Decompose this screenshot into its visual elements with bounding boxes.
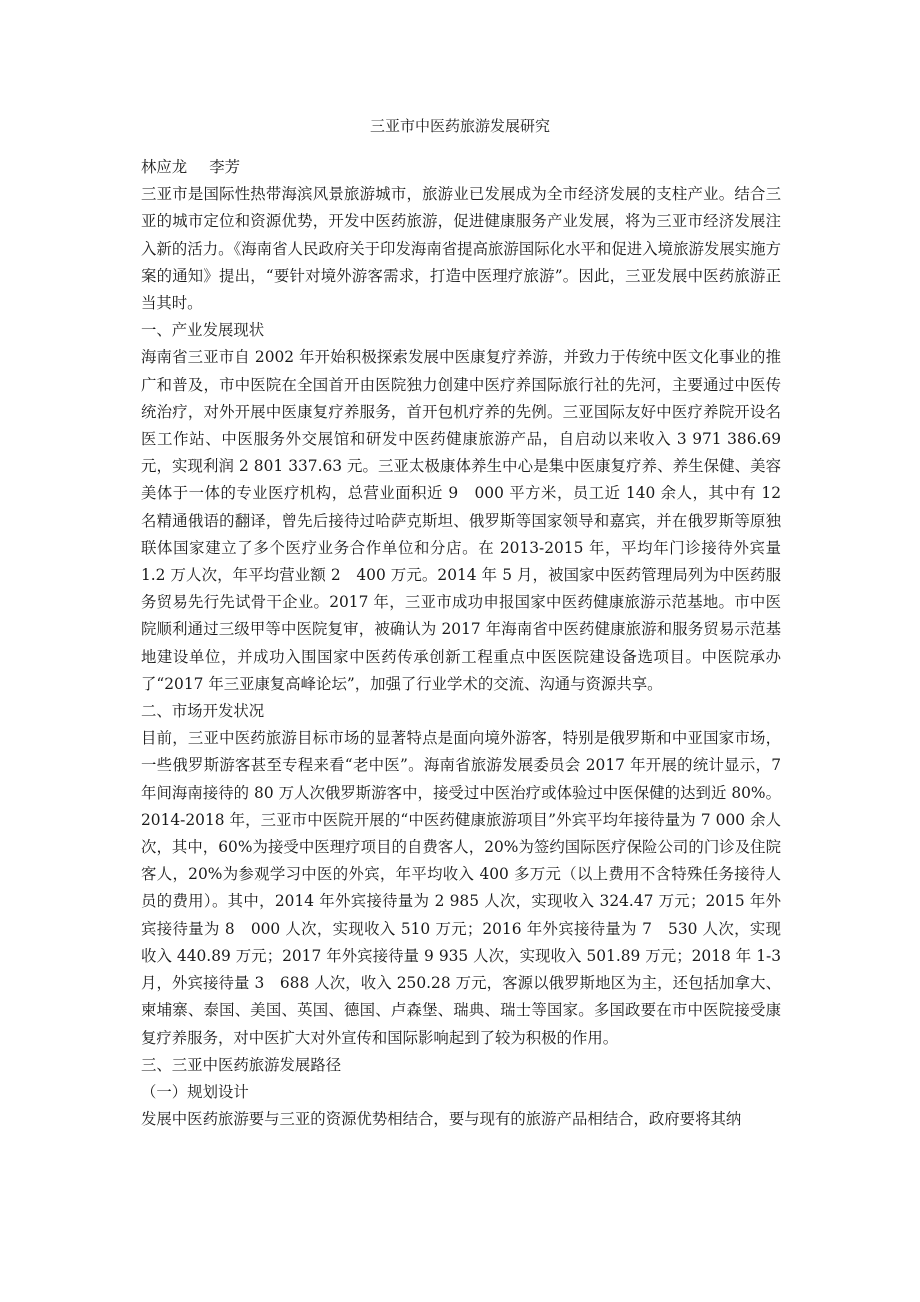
document-title: 三亚市中医药旅游发展研究	[369, 117, 550, 135]
paragraph-planning: 发展中医药旅游要与三亚的资源优势相结合，要与现有的旅游产品相结合，政府要将其纳	[141, 1110, 742, 1129]
paragraph-market-status: 目前，三亚中医药旅游目标市场的显著特点是面向境外游客，特别是俄罗斯和中亚国家市场，一些俄罗斯游客甚至专程来看“老中医”。海南省旅游发展委员会 2017 年开展的统计显示，7 年间海南接待的 80 万人次俄罗斯游客中，接受过中医治疗或体验过中医保健的达到近 80%。2014-2018 年，三亚市中医院开展的“中医药健康旅游项目”外宾平均年接待量为 7 000 余人次，其中，60%为接受中医理疗项目的自费客人，20%为签约国际医疗保险公司的门诊及住院客人，20%为参观学习中医的外宾，年平均收入 400 多万元（以上费用不含特殊任务接待人员的费用）。其中，2014 年外宾接待量为 2 985 人次，实现收入 324.47 万元；2015 年外宾接待量为 8 000 人次，实现收入 510 万元；2016 年外宾接待量为 7 530 人次，实现收入 440.89 万元；2017 年外宾接待量 9 935 人次，实现收入 501.89 万元；2018 年 1-3 月，外宾接待量 3 688 人次，收入 250.28 万元，客源以俄罗斯地区为主，还包括加拿大、柬埔寨、泰国、美国、英国、德国、卢森堡、瑞典、瑞士等国家。多国政要在市中医院接受康复疗养服务，对中医扩大对外宣传和国际影响起到了较为积极的作用。	[141, 729, 781, 1047]
section-heading-2: 二、市场开发状况	[141, 702, 265, 721]
section-heading-1: 一、产业发展现状	[141, 321, 265, 340]
author-line	[141, 154, 781, 181]
document-body	[141, 154, 781, 1133]
author-name: 林应龙	[141, 158, 188, 176]
section-heading-3: 三、三亚中医药旅游发展路径	[141, 1055, 342, 1074]
paragraph-intro: 三亚市是国际性热带海滨风景旅游城市，旅游业已发展成为全市经济发展的支柱产业。结合三亚的城市定位和资源优势，开发中医药旅游，促进健康服务产业发展，将为三亚市经济发展注入新的活力。《海南省人民政府关于印发海南省提高旅游国际化水平和促进入境旅游发展实施方案的通知》提出，“要针对境外游客需求，打造中医理疗旅游”。因此，三亚发展中医药旅游正当其时。	[141, 185, 781, 313]
paragraph-industry-status: 海南省三亚市自 2002 年开始积极探索发展中医康复疗养游，并致力于传统中医文化事业的推广和普及，市中医院在全国首开由医院独力创建中医疗养国际旅行社的先河，主要通过中医传统治疗，对外开展中医康复疗养服务，首开包机疗养的先例。三亚国际友好中医疗养院开设名医工作站、中医服务外交展馆和研发中医药健康旅游产品，自启动以来收入 3 971 386.69 元，实现利润 2 801 337.63 元。三亚太极康体养生中心是集中医康复疗养、养生保健、美容美体于一体的专业医疗机构，总营业面积近 9 000 平方米，员工近 140 余人，其中有 12 名精通俄语的翻译，曾先后接待过哈萨克斯坦、俄罗斯等国家领导和嘉宾，并在俄罗斯等原独联体国家建立了多个医疗业务合作单位和分店。在 2013-2015 年，平均年门诊接待外宾量 1.2 万人次，年平均营业额 2 400 万元。2014 年 5 月，被国家中医药管理局列为中医药服务贸易先行先试骨干企业。2017 年，三亚市成功申报国家中医药健康旅游示范基地。市中医院顺利通过三级甲等中医院复审，被确认为 2017 年海南省中医药健康旅游和服务贸易示范基地建设单位，并成功入围国家中医药传承创新工程重点中医医院建设备选项目。中医院承办了“2017 年三亚康复高峰论坛”，加强了行业学术的交流、沟通与资源共享。	[141, 348, 781, 693]
subsection-heading-1: （一）规划设计	[141, 1082, 249, 1101]
author-name: 李芳	[209, 158, 240, 176]
